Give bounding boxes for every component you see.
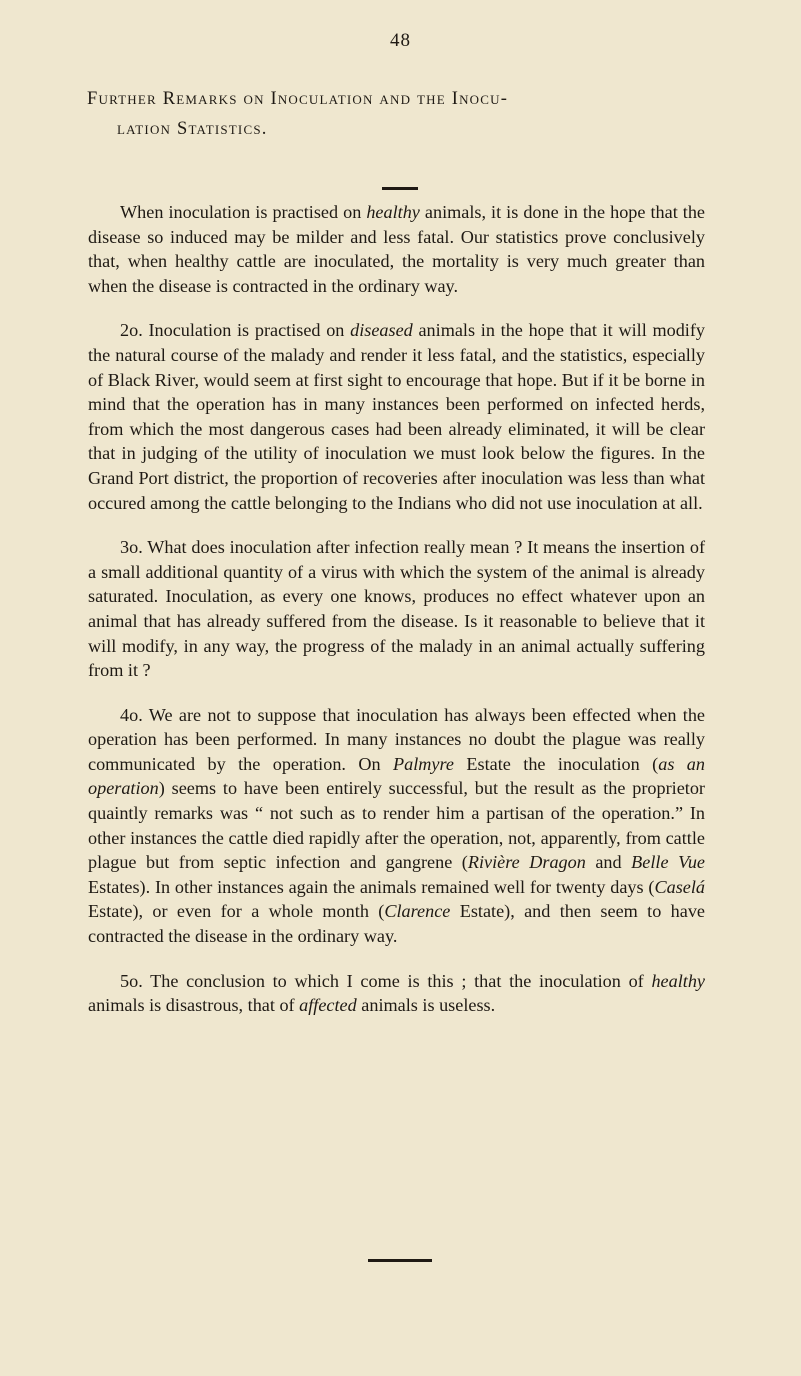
paragraph-3: 3o. What does inoculation after infection really mean ? It means the insertion of a small additional quantity of a virus with which the system of the animal is already saturated. Inoculation, as every one knows, produces no effect whatever upon an animal that has already suffered from the disease. Is it reasonable to believe that it will modify, in any way, the progress of the malady in an animal actually suffering from it ? (88, 537, 705, 681)
body-text (88, 200, 705, 1038)
page-number: 48 (390, 30, 411, 51)
paragraph-4: 4o. We are not to suppose that inoculation has always been effected when the operation has been performed. In many instances no doubt the plague was really communicated by the operation. On Palmyre Estate the inoculation (as an operation) seems to have been entirely successful, but the result as the proprietor quaintly remarks was “ not such as to render him a partisan of the operation.” In other instances the cattle died rapidly after the operation, not, apparently, from cattle plague but from septic infection and gangrene (Rivière Dragon and Belle Vue Estates). In other instances again the animals remained well for twenty days (Caselá Estate), or even for a whole month (Clarence Estate), and then seem to have contracted the disease in the ordinary way. (88, 704, 705, 947)
top-divider (382, 187, 418, 190)
paragraph-2: 2o. Inoculation is practised on diseased animals in the hope that it will modify the natural course of the malady and render it less fatal, and the statistics, especially of Black River, would seem at first sight to encourage that hope. But if it be borne in mind that the operation has in many instances been performed on infected herds, from which the most dangerous cases had been already eliminated, it will be clear that in judging of the utility of inoculation we must look below the figures. In the Grand Port district, the proportion of recoveries after inoculation was less than what occured among the cattle belonging to the Indians who did not use inoculation at all. (88, 320, 706, 513)
bottom-divider (368, 1259, 432, 1262)
paragraph-1: When inoculation is practised on healthy animals, it is done in the hope that the disease so induced may be milder and less fatal. Our statistics prove conclusively that, when healthy cattle are inoculated, the mortality is very much greater than when the disease is contracted in the ordinary way. (88, 202, 705, 296)
heading-line-2: lation Statistics. (117, 119, 268, 139)
heading-line-1: Further Remarks on Inoculation and the Inocu- (87, 89, 509, 109)
paragraph-5: 5o. The conclusion to which I come is this ; that the inoculation of healthy animals is disastrous, that of affected animals is useless. (88, 970, 705, 1016)
section-heading (87, 84, 717, 144)
